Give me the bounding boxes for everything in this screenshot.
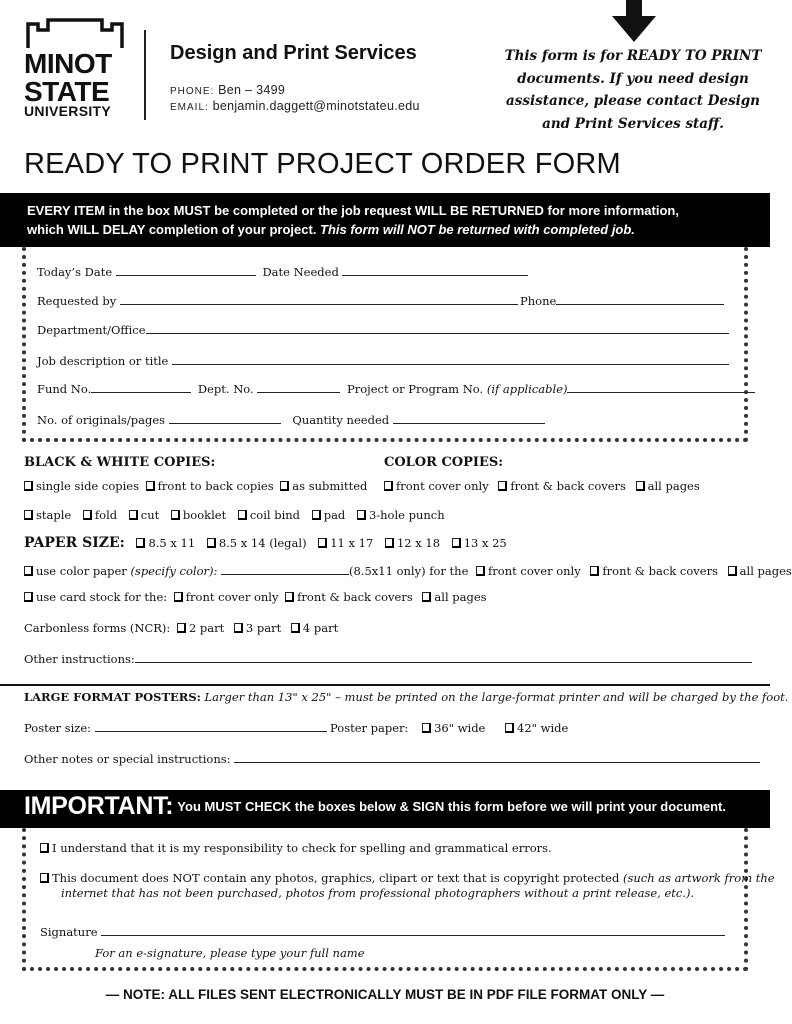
todays-date-field[interactable]: Today’s Date Date Needed [37,265,528,279]
paper-size-heading: PAPER SIZE: [24,535,125,551]
poster-notes-field[interactable]: Other notes or special instructions: [24,752,760,766]
paper-size-13x25-checkbox[interactable]: 13 x 25 [452,536,507,550]
email-value: benjamin.daggett@minotstateu.edu [212,99,420,113]
agreement-box-bottom-border [22,967,748,971]
fund-dept-project-field[interactable]: Fund No. Dept. No. Project or Program No. (if applicable) [37,382,755,396]
bw-copies-heading: BLACK & WHITE COPIES: [24,455,216,470]
university-logo [24,18,126,122]
finishing-cut-checkbox[interactable]: cut [129,508,159,522]
bw-front-back-checkbox[interactable]: front to back copies [146,479,274,493]
bw-as-submitted-checkbox[interactable]: as submitted [280,479,367,493]
job-description-field[interactable]: Job description or title [37,354,729,368]
castle-icon [24,18,126,52]
copyright-note: internet that has not been purchased, photos from professional photographers without a print release, etc.). [61,886,695,900]
color-paper-all-pages-checkbox[interactable]: all pages [728,564,792,578]
ncr-3-part-checkbox[interactable]: 3 part [234,621,281,635]
ready-to-print-note: This form is for READY TO PRINT documents. If you need design assistance, please contact Design and Print Services staff. [504,48,762,132]
large-format-heading-row: LARGE FORMAT POSTERS: Larger than 13" x 25" – must be printed on the large-format printer and will be charged by the foot. [24,690,789,704]
color-paper-input[interactable] [221,564,349,575]
requested-by-field[interactable]: Requested by [37,294,518,308]
paper-size-12x18-checkbox[interactable]: 12 x 18 [385,536,440,550]
esignature-note: For an e-signature, please type your full name [95,946,365,960]
poster-paper-row: Poster paper: 36" wide 42" wide [330,721,569,735]
requirements-banner: EVERY ITEM in the box MUST be completed or the job request WILL BE RETURNED for more information, which WILL DELAY completion of your project. This form will NOT be returned with completed job. [0,193,770,247]
paper-size-tabloid-checkbox[interactable]: 11 x 17 [318,536,373,550]
paper-size-letter-checkbox[interactable]: 8.5 x 11 [136,536,195,550]
poster-36-wide-checkbox[interactable]: 36" wide [422,721,485,735]
finishing-options [24,508,445,522]
important-banner: IMPORTANT: You MUST CHECK the boxes below & SIGN this form before we will print your document. [0,790,770,828]
color-front-back-checkbox[interactable]: front & back covers [498,479,626,493]
poster-size-field[interactable]: Poster size: [24,721,327,735]
color-all-pages-checkbox[interactable]: all pages [636,479,700,493]
box-bottom-border [22,438,748,442]
paper-size-legal-checkbox[interactable]: 8.5 x 14 (legal) [207,536,307,550]
copyright-checkbox[interactable]: This document does NOT contain any photos, graphics, clipart or text that is copyright protected (such as artwork from the [40,871,775,885]
finishing-hole-punch-checkbox[interactable]: 3-hole punch [357,508,445,522]
poster-42-wide-checkbox[interactable]: 42" wide [505,721,568,735]
card-stock-row [24,590,487,604]
color-options [384,479,700,493]
department-field[interactable]: Department/Office [37,323,729,337]
signature-field[interactable]: Signature [40,925,725,939]
pdf-format-note: — NOTE: ALL FILES SENT ELECTRONICALLY MUST BE IN PDF FILE FORMAT ONLY — [105,987,665,1002]
spelling-responsibility-checkbox[interactable]: I understand that it is my responsibility to check for spelling and grammatical errors. [40,841,552,855]
color-paper-checkbox[interactable]: use color paper [24,564,127,578]
card-stock-front-cover-checkbox[interactable]: front cover only [174,590,279,604]
finishing-pad-checkbox[interactable]: pad [312,508,346,522]
ncr-2-part-checkbox[interactable]: 2 part [177,621,224,635]
finishing-staple-checkbox[interactable]: staple [24,508,71,522]
logo-word-university: UNIVERSITY [24,103,112,119]
section-divider [0,684,770,686]
phone-field[interactable]: Phone [520,294,724,308]
card-stock-checkbox[interactable]: use card stock for the: [24,590,167,604]
finishing-fold-checkbox[interactable]: fold [83,508,117,522]
color-front-cover-checkbox[interactable]: front cover only [384,479,489,493]
carbonless-row: Carbonless forms (NCR): 2 part 3 part 4 part [24,621,339,635]
header-divider [144,30,146,120]
color-paper-row: use color paper (specify color): (8.5x11 only) for the front cover only front & back covers all pages [24,564,792,578]
down-arrow-icon [610,0,658,42]
card-stock-front-back-checkbox[interactable]: front & back covers [285,590,413,604]
email-contact: EMAIL: benjamin.daggett@minotstateu.edu [170,99,420,113]
originals-quantity-field[interactable]: No. of originals/pages Quantity needed [37,413,545,427]
color-paper-front-cover-checkbox[interactable]: front cover only [476,564,581,578]
other-instructions-field[interactable]: Other instructions: [24,652,752,666]
color-paper-front-back-checkbox[interactable]: front & back covers [590,564,718,578]
logo-word-minot: MINOT [24,48,112,79]
logo-word-state: STATE [24,76,110,107]
paper-size-row [24,535,507,551]
department-title: Design and Print Services [170,42,417,64]
color-copies-heading: COLOR COPIES: [384,455,504,470]
form-title: READY TO PRINT PROJECT ORDER FORM [24,148,621,180]
card-stock-all-pages-checkbox[interactable]: all pages [422,590,486,604]
finishing-coil-bind-checkbox[interactable]: coil bind [238,508,300,522]
phone-contact: PHONE: Ben – 3499 [170,83,286,97]
bw-single-side-checkbox[interactable]: single side copies [24,479,139,493]
bw-options [24,479,367,493]
ncr-4-part-checkbox[interactable]: 4 part [291,621,338,635]
phone-value: Ben – 3499 [218,83,286,97]
finishing-booklet-checkbox[interactable]: booklet [171,508,226,522]
